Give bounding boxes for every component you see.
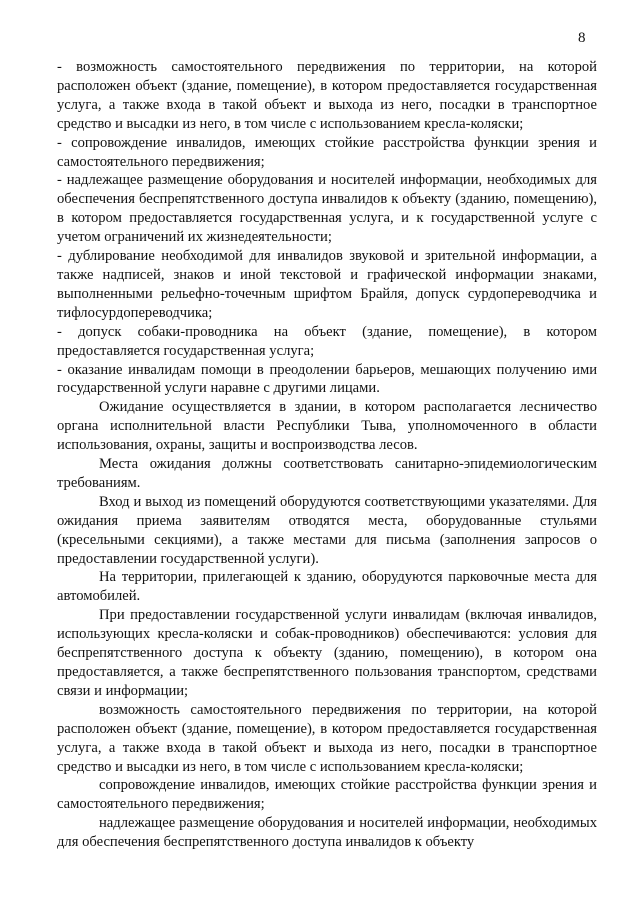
- paragraph-12: возможность самостоятельного передвижения по территории, на которой расположен объект (здание, помещение), в котором предоставляется государственная услуга, а также входа в такой объект и выхода из него, посадки в транспортное средство и высадки из него, в том числе с использованием кресла-коляски;: [57, 701, 597, 775]
- paragraph-1: - возможность самостоятельного передвижения по территории, на которой расположен объект (здание, помещение), в котором предоставляется государственная услуга, а также входа в такой объект и выхода из него, посадки в транспортное средство и высадки из него, в том числе с использованием кресла-коляски;: [57, 59, 597, 132]
- paragraph-4: - дублирование необходимой для инвалидов звуковой и зрительной информации, а также надписей, знаков и иной текстовой и графической информации знаками, выполненными рельефно-точечным шрифтом Брайля, допуск сурдопереводчика и тифлосурдопереводчика;: [57, 248, 597, 321]
- paragraph-6: - оказание инвалидам помощи в преодолении барьеров, мешающих получению ими государственной услуги наравне с другими лицами.: [57, 361, 597, 397]
- paragraph-10: На территории, прилегающей к зданию, оборудуются парковочные места для автомобилей.: [57, 569, 597, 605]
- paragraph-8: Места ожидания должны соответствовать санитарно-эпидемиологическим требованиям.: [57, 456, 597, 491]
- paragraph-9: Вход и выход из помещений оборудуются соответствующими указателями. Для ожидания приема заявителям отводятся места, оборудованные стульями (кресельными секциями), а также местами для письма (заполнения запросов о предоставлении государственной услуги).: [57, 493, 597, 567]
- paragraph-2: - сопровождение инвалидов, имеющих стойкие расстройства функции зрения и самостоятельного передвижения;: [57, 134, 597, 170]
- paragraph-14: надлежащее размещение оборудования и носителей информации, необходимых для обеспечения беспрепятственного доступа инвалидов к объекту: [57, 815, 597, 851]
- paragraph-11: При предоставлении государственной услуги инвалидам (включая инвалидов, использующих кресла-коляски и собак-проводников) обеспечиваются: условия для беспрепятственного доступа к объекту (зданию, помещению), в котором она предоставляется, а также беспрепятственного пользования транспортом, средствами связи и информации;: [57, 607, 597, 699]
- page-number: 8: [578, 30, 586, 46]
- paragraph-13: сопровождение инвалидов, имеющих стойкие расстройства функции зрения и самостоятельного передвижения;: [57, 777, 597, 813]
- paragraph-7: Ожидание осуществляется в здании, в котором располагается лесничество органа исполнительной власти Республики Тыва, уполномоченного в области использования, охраны, защиты и воспроизводства лесов.: [57, 399, 597, 454]
- document-body: [57, 58, 597, 852]
- paragraph-3: - надлежащее размещение оборудования и носителей информации, необходимых для обеспечения беспрепятственного доступа инвалидов к объекту (зданию, помещению), в котором предоставляется государственная услуга, и к государственной услуге с учетом ограничений их жизнедеятельности;: [57, 172, 597, 246]
- paragraph-5: - допуск собаки-проводника на объект (здание, помещение), в котором предоставляется государственная услуга;: [57, 323, 597, 359]
